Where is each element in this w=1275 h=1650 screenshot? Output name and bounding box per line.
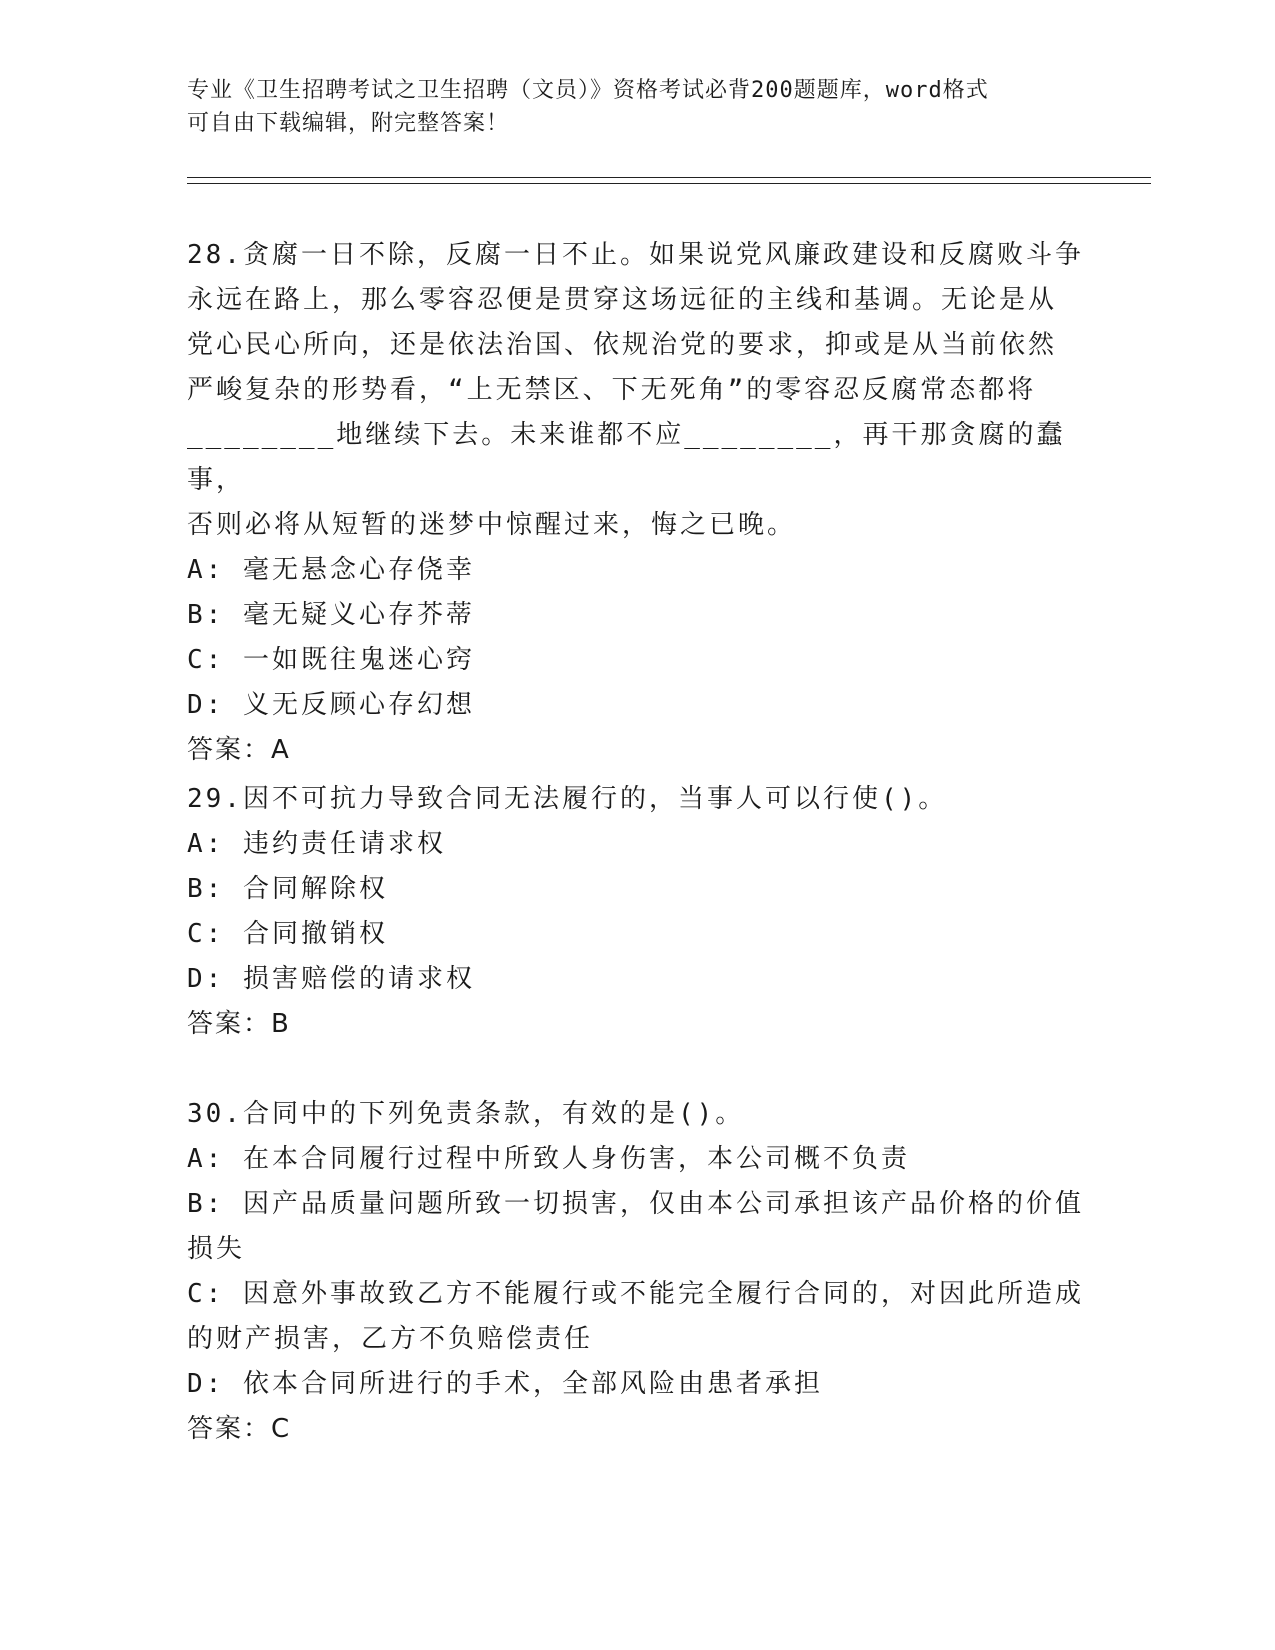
option-d xyxy=(187,957,1087,1002)
stem-line xyxy=(187,233,1087,278)
stem-line: 严峻复杂的形势看，“上无禁区、下无死角”的零容忍反腐常态都将 xyxy=(187,375,1037,405)
option-label: A: xyxy=(187,555,225,585)
option-text: 依本合同所进行的手术，全部风险由患者承担 xyxy=(242,1369,823,1399)
stem-line: ________地继续下去。未来谁都不应________，再干那贪腐的蠢事， xyxy=(187,420,1066,495)
option-text: 毫无疑义心存芥蒂 xyxy=(242,600,475,630)
option-text: 损害赔偿的请求权 xyxy=(242,964,475,994)
stem-line: 党心民心所向，还是依法治国、依规治党的要求，抑或是从当前依然 xyxy=(187,330,1058,360)
question-number: 28. xyxy=(187,240,243,270)
answer-line: 答案：A xyxy=(187,735,291,765)
option-a xyxy=(187,822,1087,867)
option-text: 合同撤销权 xyxy=(242,919,388,949)
question-number: 29. xyxy=(187,784,243,814)
option-text: 毫无悬念心存侥幸 xyxy=(242,555,475,585)
question-28 xyxy=(187,233,1087,773)
option-text: 义无反顾心存幻想 xyxy=(242,690,475,720)
question-number: 30. xyxy=(187,1099,243,1129)
option-c xyxy=(187,638,1087,683)
option-label: B: xyxy=(187,600,225,630)
stem-line xyxy=(187,1092,1087,1137)
option-label: D: xyxy=(187,1369,225,1399)
option-label: D: xyxy=(187,964,225,994)
option-text: 一如既往鬼迷心窍 xyxy=(242,645,475,675)
option-c xyxy=(187,1272,1087,1362)
option-c xyxy=(187,912,1087,957)
header-line-1: 专业《卫生招聘考试之卫生招聘（文员）》资格考试必背200题题库，word格式 xyxy=(187,78,989,103)
answer-line: 答案：B xyxy=(187,1009,291,1039)
option-d xyxy=(187,683,1087,728)
stem-text: 合同中的下列免责条款，有效的是()。 xyxy=(242,1099,745,1129)
question-stem xyxy=(187,777,1087,822)
option-text: 在本合同履行过程中所致人身伤害，本公司概不负责 xyxy=(242,1144,910,1174)
option-b xyxy=(187,1182,1087,1272)
option-text: 因产品质量问题所致一切损害，仅由本公司承担该产品价格的价值损失 xyxy=(187,1189,1084,1264)
stem-line: 永远在路上，那么零容忍便是贯穿这场远征的主线和基调。无论是从 xyxy=(187,285,1058,315)
option-label: D: xyxy=(187,690,225,720)
stem-line xyxy=(187,777,1087,822)
stem-text: 贪腐一日不除，反腐一日不止。如果说党风廉政建设和反腐败斗争 xyxy=(242,240,1084,270)
option-label: B: xyxy=(187,1189,225,1219)
option-label: B: xyxy=(187,874,225,904)
question-29 xyxy=(187,777,1087,1047)
header-line-2: 可自由下载编辑，附完整答案！ xyxy=(187,111,510,136)
question-stem xyxy=(187,1092,1087,1137)
option-label: C: xyxy=(187,645,225,675)
header-rule-bottom xyxy=(187,183,1151,184)
answer-line: 答案：C xyxy=(187,1414,292,1444)
stem-text: 因不可抗力导致合同无法履行的，当事人可以行使()。 xyxy=(242,784,948,814)
option-text: 合同解除权 xyxy=(242,874,388,904)
document-header xyxy=(187,74,1067,140)
option-label: A: xyxy=(187,1144,225,1174)
option-label: A: xyxy=(187,829,225,859)
option-b xyxy=(187,867,1087,912)
option-label: C: xyxy=(187,919,225,949)
option-d xyxy=(187,1362,1087,1407)
question-stem xyxy=(187,233,1087,548)
option-b xyxy=(187,593,1087,638)
option-label: C: xyxy=(187,1279,225,1309)
option-text: 因意外事故致乙方不能履行或不能完全履行合同的，对因此所造成的财产损害，乙方不负赔偿责任 xyxy=(187,1279,1084,1354)
header-rule-top xyxy=(187,177,1151,178)
option-text: 违约责任请求权 xyxy=(242,829,446,859)
option-a xyxy=(187,1137,1087,1182)
option-a xyxy=(187,548,1087,593)
question-30 xyxy=(187,1092,1087,1452)
stem-line: 否则必将从短暂的迷梦中惊醒过来，悔之已晚。 xyxy=(187,510,797,540)
